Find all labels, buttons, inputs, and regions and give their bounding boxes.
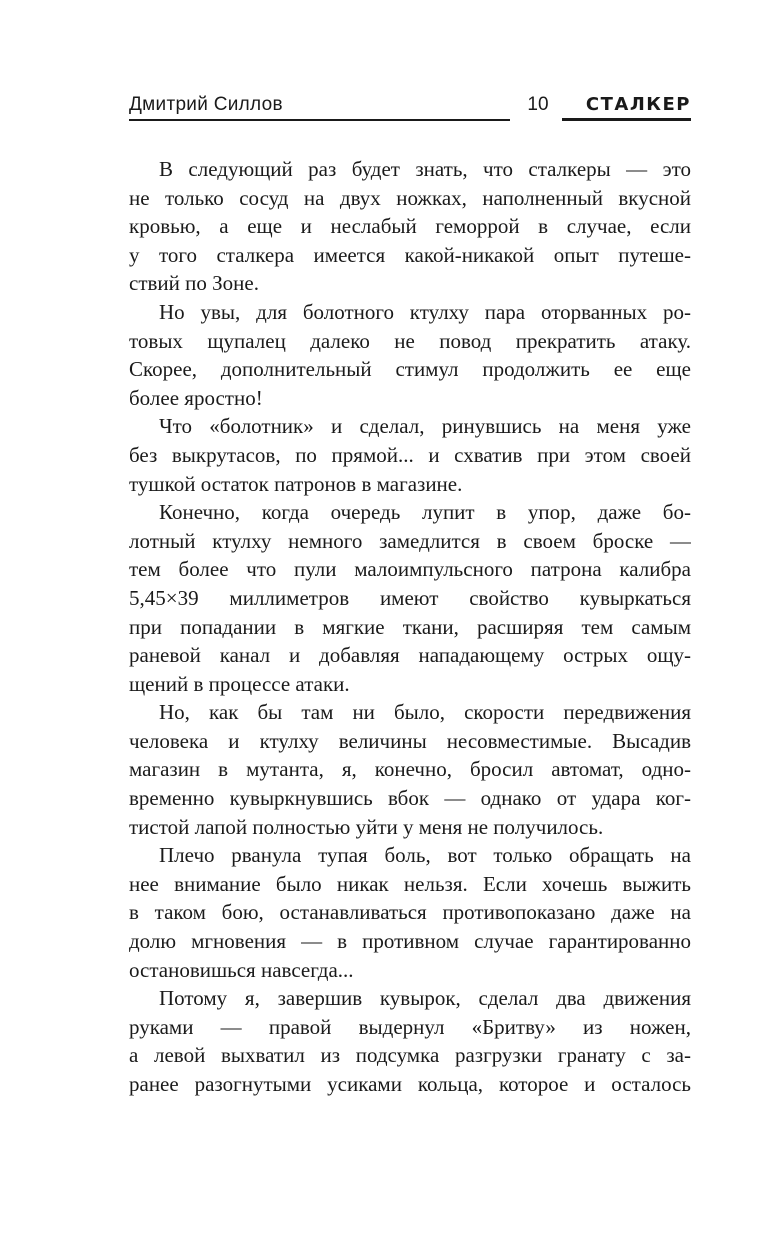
text-line: В следующий раз будет знать, что сталкеры — это xyxy=(159,157,691,181)
text-line: более яростно! xyxy=(129,385,263,410)
text-line: 5,45×39 миллиметров имеют свойство кувыркаться xyxy=(129,585,691,610)
text-line: Что «болотник» и сделал, ринувшись на меня уже xyxy=(159,414,691,439)
text-line: не только сосуд на двух ножках, наполненный вкусной xyxy=(129,185,691,210)
header-rule-left xyxy=(129,119,510,121)
header-rule-right xyxy=(562,118,691,121)
text-line: магазин в мутанта, я, конечно, бросил автомат, одно- xyxy=(129,757,691,782)
text-line: товых щупалец далеко не повод прекратить атаку. xyxy=(129,328,691,353)
header-series-title: СТАЛКЕР xyxy=(585,94,691,115)
text-line: при попадании в мягкие ткани, расширяя тем самым xyxy=(129,614,691,639)
text-line: Но увы, для болотного ктулху пара оторванных ро- xyxy=(159,299,691,324)
text-line: тем более что пули малоимпульсного патрона калибра xyxy=(129,557,691,582)
text-line: Скорее, дополнительный стимул продолжить ее еще xyxy=(129,357,691,382)
text-line: ранее разогнутыми усиками кольца, которое и осталось xyxy=(129,1072,691,1096)
text-line: в таком бою, останавливаться противопоказано даже на xyxy=(129,900,691,925)
text-line: Конечно, когда очередь лупит в упор, даже бо- xyxy=(159,500,691,525)
text-line: ствий по Зоне. xyxy=(129,271,259,296)
paragraph xyxy=(129,841,691,984)
text-line: а левой выхватил из подсумка разгрузки гранату с за- xyxy=(129,1043,691,1068)
text-line: нее внимание было никак нельзя. Если хочешь выжить xyxy=(129,871,691,896)
paragraph xyxy=(129,984,691,1098)
paragraph xyxy=(129,412,691,498)
text-line: Плечо рванула тупая боль, вот только обращать на xyxy=(159,843,691,868)
page-number: 10 xyxy=(527,94,549,115)
text-line: человека и ктулху величины несовместимые. Высадив xyxy=(129,728,691,753)
text-line: без выкрутасов, по прямой... и схватив при этом своей xyxy=(129,442,691,467)
text-line: кровью, а еще и неслабый геморрой в случае, если xyxy=(129,214,691,239)
text-line: лотный ктулху немного замедлится в своем броске — xyxy=(129,528,691,553)
text-line: Потому я, завершив кувырок, сделал два движения xyxy=(159,986,691,1011)
header-author: Дмитрий Силлов xyxy=(129,94,283,115)
body-text xyxy=(129,155,691,1099)
paragraph xyxy=(129,698,691,841)
text-line: раневой канал и добавляя нападающему острых ощу- xyxy=(129,643,691,668)
paragraph xyxy=(129,298,691,412)
text-line: тистой лапой полностью уйти у меня не получилось. xyxy=(129,814,604,839)
text-line: остановишься навсегда... xyxy=(129,957,354,982)
text-line: Но, как бы там ни было, скорости передвижения xyxy=(159,700,691,725)
running-header xyxy=(0,0,768,130)
paragraph xyxy=(129,155,691,298)
text-line: временно кувыркнувшись вбок — однако от удара ког- xyxy=(129,786,691,811)
text-line: у того сталкера имеется какой-никакой опыт путеше- xyxy=(129,242,691,267)
text-line: руками — правой выдернул «Бритву» из ножен, xyxy=(129,1014,691,1039)
text-line: долю мгновения — в противном случае гарантированно xyxy=(129,929,691,954)
text-line: щений в процессе атаки. xyxy=(129,671,350,696)
paragraph xyxy=(129,498,691,698)
text-line: тушкой остаток патронов в магазине. xyxy=(129,471,463,496)
